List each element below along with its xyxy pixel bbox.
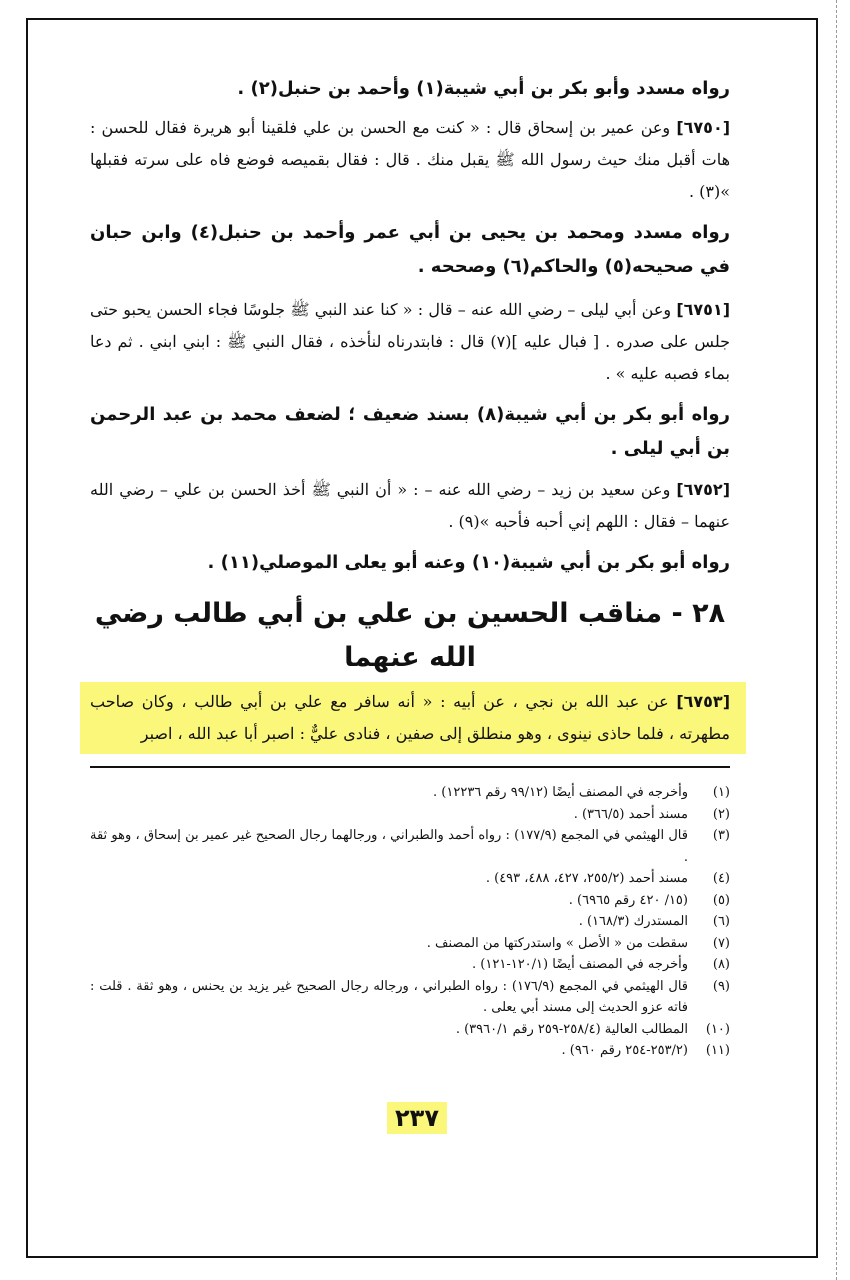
riwayah-intro: رواه مسدد وأبو بكر بن أبي شيبة(١) وأحمد بن حنبل(٢) .	[237, 78, 730, 99]
footnote-text: المستدرك (١٦٨/٣) .	[578, 914, 688, 929]
footnote-number: (٤)	[712, 871, 730, 886]
footnote	[90, 933, 730, 955]
hadith-text: وعن عمير بن إسحاق قال : « كنت مع الحسن بن علي فلقينا أبو هريرة فقال للحسن : هات أقبل منك حيث رسول الله ﷺ يقبل منك . قال : فقال بقميصه فوضع فاه على سرته فقبلها »(٣) .	[90, 118, 730, 201]
footnote	[90, 782, 730, 804]
footnote-number: (٨)	[712, 957, 730, 972]
footnote-number: (٧)	[712, 935, 730, 951]
riwayah-6750: رواه مسدد ومحمد بن يحيى بن أبي عمر وأحمد بن حنبل(٤) وابن حبان في صحيحه(٥) والحاكم(٦) وصححه .	[90, 222, 730, 277]
hadith-number: [٦٧٥٣]	[676, 692, 730, 711]
footnotes	[90, 782, 730, 1062]
footnote-text: (٢٥٣/٢-٢٥٤ رقم ٩٦٠) .	[561, 1043, 688, 1058]
footnote-text: مسند أحمد (٢٥٥/٢، ٤٢٧، ٤٨٨، ٤٩٣) .	[485, 871, 688, 886]
footnote-separator	[90, 766, 730, 768]
footnote-number: (١١)	[705, 1043, 730, 1058]
footnote-text: المطالب العالية (٢٥٨/٤-٢٥٩ رقم ٣٩٦٠/١) .	[455, 1021, 688, 1037]
riwayah-6751: رواه أبو بكر بن أبي شيبة(٨) بسند ضعيف ؛ لضعف محمد بن عبد الرحمن بن أبي ليلى .	[90, 404, 730, 459]
footnote	[90, 1040, 730, 1062]
hadith-text: وعن أبي ليلى – رضي الله عنه – قال : « كنا عند النبي ﷺ جلوسًا فجاء الحسن يحبو حتى جلس على صدره . [ فبال عليه ](٧) قال : فابتدرناه لنأخذه ، فقال النبي ﷺ : ابني ابني . ثم دعا بماء فصبه عليه » .	[90, 300, 731, 383]
footnote	[90, 868, 730, 890]
page-number: ٢٣٧	[387, 1102, 447, 1134]
hadith-number: [٦٧٥٠]	[676, 118, 731, 137]
footnote-text: وأخرجه في المصنف أيضًا (١٢٠/١-١٢١) .	[472, 957, 688, 972]
footnote	[90, 890, 730, 912]
hadith-text: عن عبد الله بن نجي ، عن أبيه : « أنه سافر مع علي بن أبي طالب ، وكان صاحب مطهرته ، فلما حاذى نينوى ، وهو منطلق إلى صفين ، فنادى عليٌّ : اصبر أبا عبد الله ، اصبر	[90, 692, 730, 743]
footnote-text: سقطت من « الأصل » واستدركتها من المصنف .	[426, 935, 688, 951]
footnote	[90, 1019, 730, 1041]
footnote-number: (٩)	[712, 978, 730, 994]
footnote	[90, 976, 730, 1019]
footnote	[90, 911, 730, 933]
chapter-title: ٢٨ - مناقب الحسين بن علي بن أبي طالب رضي الله عنهما	[94, 598, 726, 673]
footnote-number: (١٠)	[705, 1021, 730, 1037]
riwayah-6752: رواه أبو بكر بن أبي شيبة(١٠) وعنه أبو يعلى الموصلي(١١) .	[207, 552, 730, 573]
footnote-text: قال الهيثمي في المجمع (١٧٦/٩) : رواه الطبراني ، ورجاله رجال الصحيح غير يزيد بن يحنس ، وهو ثقة . قلت : فاته عزو الحديث إلى مسند أبي يعلى .	[90, 978, 688, 1015]
footnote-number: (٦)	[712, 914, 730, 929]
hadith-6751	[90, 294, 730, 390]
hadith-6752	[90, 474, 730, 538]
footnote	[90, 825, 730, 868]
hadith-6750	[90, 112, 730, 208]
footnote	[90, 804, 730, 826]
footnote-text: (١٥/ ٤٢٠ رقم ٦٩٦٥) .	[568, 892, 688, 908]
hadith-text: وعن سعيد بن زيد – رضي الله عنه – : « أن النبي ﷺ أخذ الحسن بن علي – رضي الله عنهما – فقال : اللهم إني أحبه فأحبه »(٩) .	[90, 480, 730, 531]
footnote-text: قال الهيثمي في المجمع (١٧٧/٩) : رواه أحمد والطبراني ، ورجالهما رجال الصحيح غير عمير بن إسحاق ، وهو ثقة .	[90, 828, 688, 865]
footnote-number: (٥)	[712, 892, 730, 908]
footnote-number: (١)	[712, 785, 730, 800]
hadith-number: [٦٧٥١]	[676, 300, 730, 319]
footnote-text: وأخرجه في المصنف أيضًا (٩٩/١٢ رقم ١٢٢٣٦) .	[433, 785, 688, 800]
hadith-number: [٦٧٥٢]	[676, 480, 730, 499]
scan-edge-line	[836, 0, 838, 1280]
footnote	[90, 954, 730, 976]
footnote-number: (٢)	[712, 806, 730, 822]
footnote-number: (٣)	[712, 828, 730, 843]
page-content	[90, 60, 730, 1062]
highlighted-hadith-6753	[80, 682, 746, 754]
footnote-text: مسند أحمد (٣٦٦/٥) .	[573, 806, 688, 822]
